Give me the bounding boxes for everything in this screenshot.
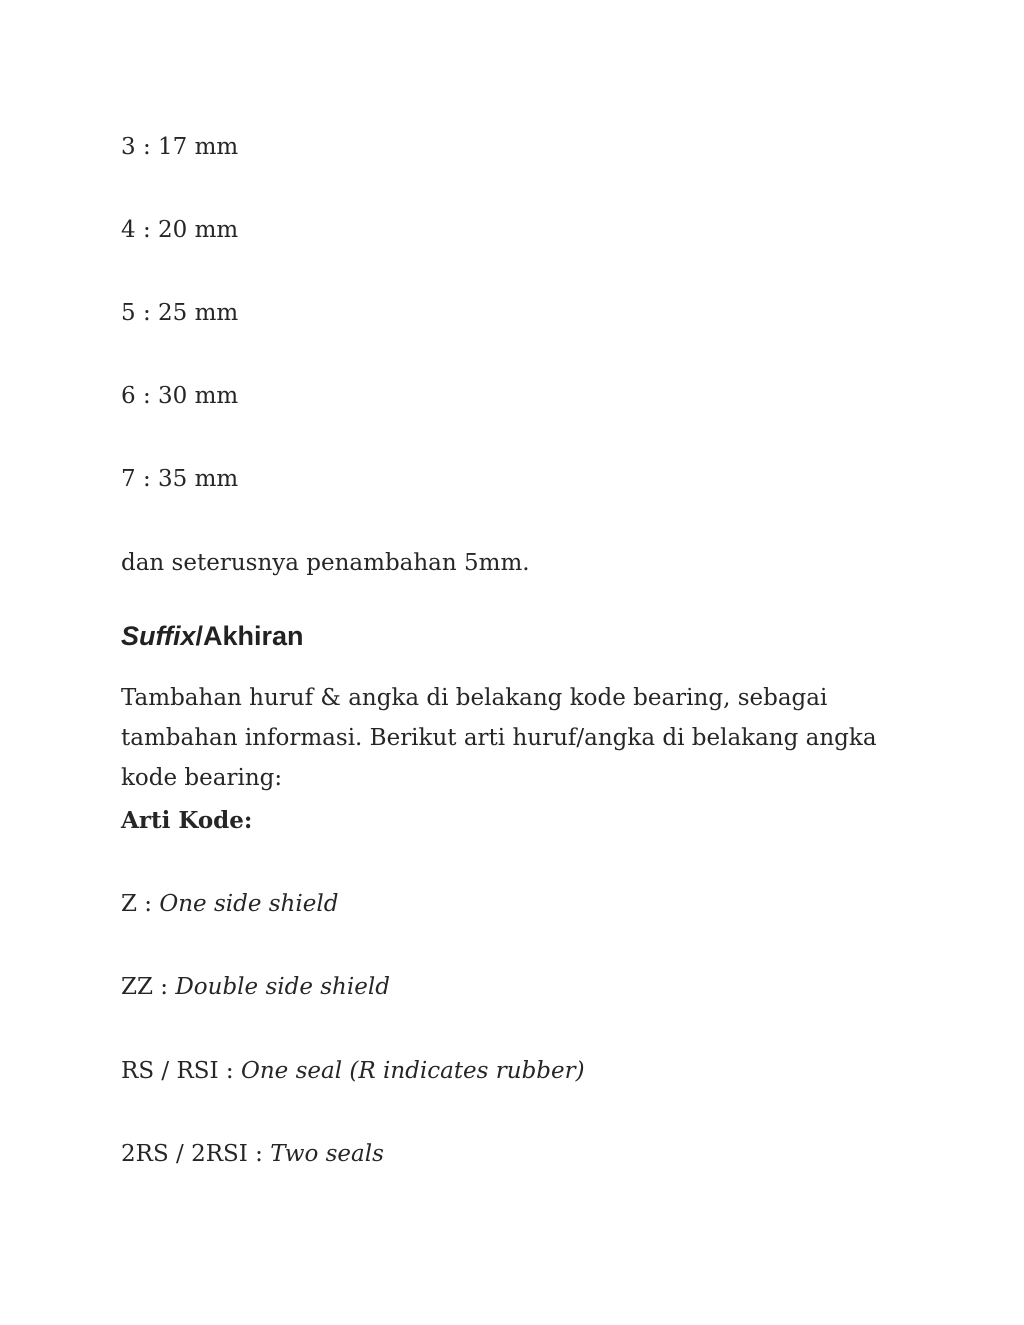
suffix-paragraph: Tambahan huruf & angka di belakang kode bearing, sebagai tambahan informasi. Berikut arti huruf/angka di belakang angka kode bearing: <box>121 685 877 791</box>
code-meaning: One seal (R indicates rubber) <box>240 1058 585 1084</box>
code-meaning: Two seals <box>270 1141 384 1167</box>
code-label: Z <box>121 891 137 917</box>
code-meaning: Double side shield <box>175 974 390 1000</box>
size-value: 20 mm <box>158 217 239 243</box>
size-code: 3 <box>121 134 136 160</box>
code-label: RS / RSI <box>121 1058 219 1084</box>
size-separator: : <box>135 383 159 409</box>
size-line-5 <box>121 293 238 333</box>
code-label: 2RS / 2RSI <box>121 1141 248 1167</box>
sizes-note: dan seterusnya penambahan 5mm. <box>121 550 530 576</box>
code-line-rs <box>121 1051 585 1091</box>
code-separator: : <box>152 974 176 1000</box>
code-line-z <box>121 884 338 924</box>
size-value: 17 mm <box>158 134 239 160</box>
size-separator: : <box>135 134 159 160</box>
size-separator: : <box>135 466 159 492</box>
code-line-zz <box>121 967 390 1007</box>
code-line-2rs <box>121 1134 384 1174</box>
size-separator: : <box>135 217 159 243</box>
suffix-heading <box>121 616 304 656</box>
code-meaning: One side shield <box>159 891 339 917</box>
code-separator: : <box>247 1141 271 1167</box>
code-separator: : <box>136 891 160 917</box>
size-code: 4 <box>121 217 136 243</box>
size-code: 6 <box>121 383 136 409</box>
code-separator: : <box>218 1058 241 1084</box>
suffix-heading-rest: /Akhiran <box>195 621 304 651</box>
codes-title: Arti Kode: <box>121 807 253 834</box>
size-line-7 <box>121 459 238 499</box>
size-value: 35 mm <box>158 466 239 492</box>
size-value: 25 mm <box>158 300 239 326</box>
size-line-3 <box>121 127 238 167</box>
size-line-4 <box>121 210 238 250</box>
size-code: 5 <box>121 300 136 326</box>
size-separator: : <box>135 300 159 326</box>
code-label: ZZ <box>121 974 153 1000</box>
size-code: 7 <box>121 466 136 492</box>
size-value: 30 mm <box>158 383 239 409</box>
suffix-heading-italic: Suffix <box>121 621 196 651</box>
size-line-6 <box>121 376 238 416</box>
